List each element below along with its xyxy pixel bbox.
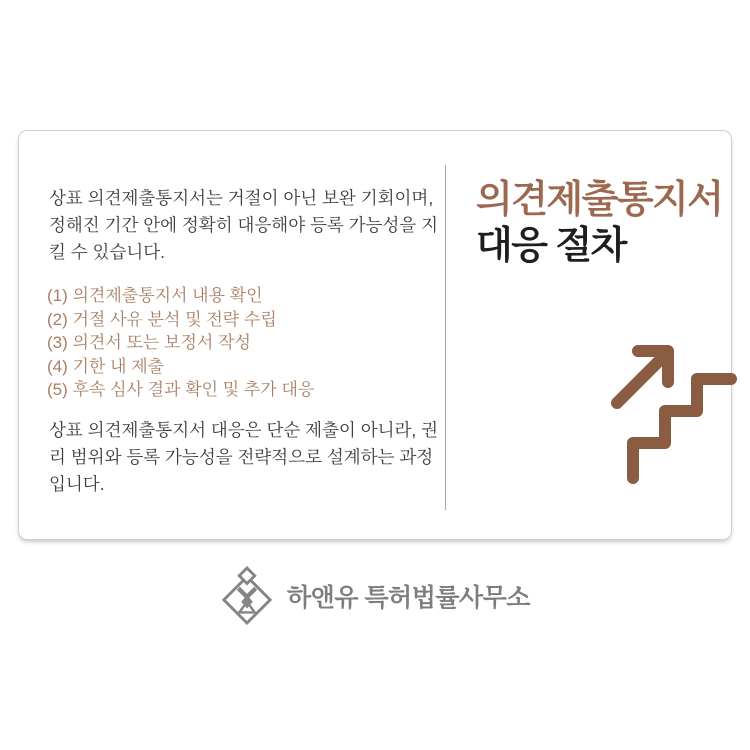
page-title [476,177,722,269]
content-card [18,130,732,540]
vertical-divider [445,165,446,510]
step-item-3: (3) 의견서 또는 보정서 작성 [47,333,251,353]
step-item-4: (4) 기한 내 제출 [47,356,165,376]
step-item-1: (1) 의견제출통지서 내용 확인 [47,286,263,305]
diamond-law-firm-logo-icon [220,566,274,626]
step-item-5: (5) 후속 심사 결과 확인 및 추가 대응 [47,380,315,400]
brand-name: 하앤유 특허법률사무소 [287,584,530,612]
closing-paragraph: 상표 의견제출통지서 대응은 단순 제출이 아니라, 권리 범위와 등록 가능성을 전략적으로 설계하는 과정입니다. [49,420,439,494]
intro-paragraph: 상표 의견제출통지서는 거절이 아닌 보완 기회이며, 정해진 기간 안에 정확히 대응해야 등록 가능성을 지킬 수 있습니다. [49,188,439,262]
title-line-secondary: 대응 절차 [476,225,626,267]
steps-list [47,284,314,402]
step-item-2: (2) 거절 사유 분석 및 전략 수립 [47,309,277,329]
stairs-up-arrow-icon [611,344,737,484]
title-line-primary: 의견제출통지서 [476,179,723,221]
footer-brand [0,566,750,626]
